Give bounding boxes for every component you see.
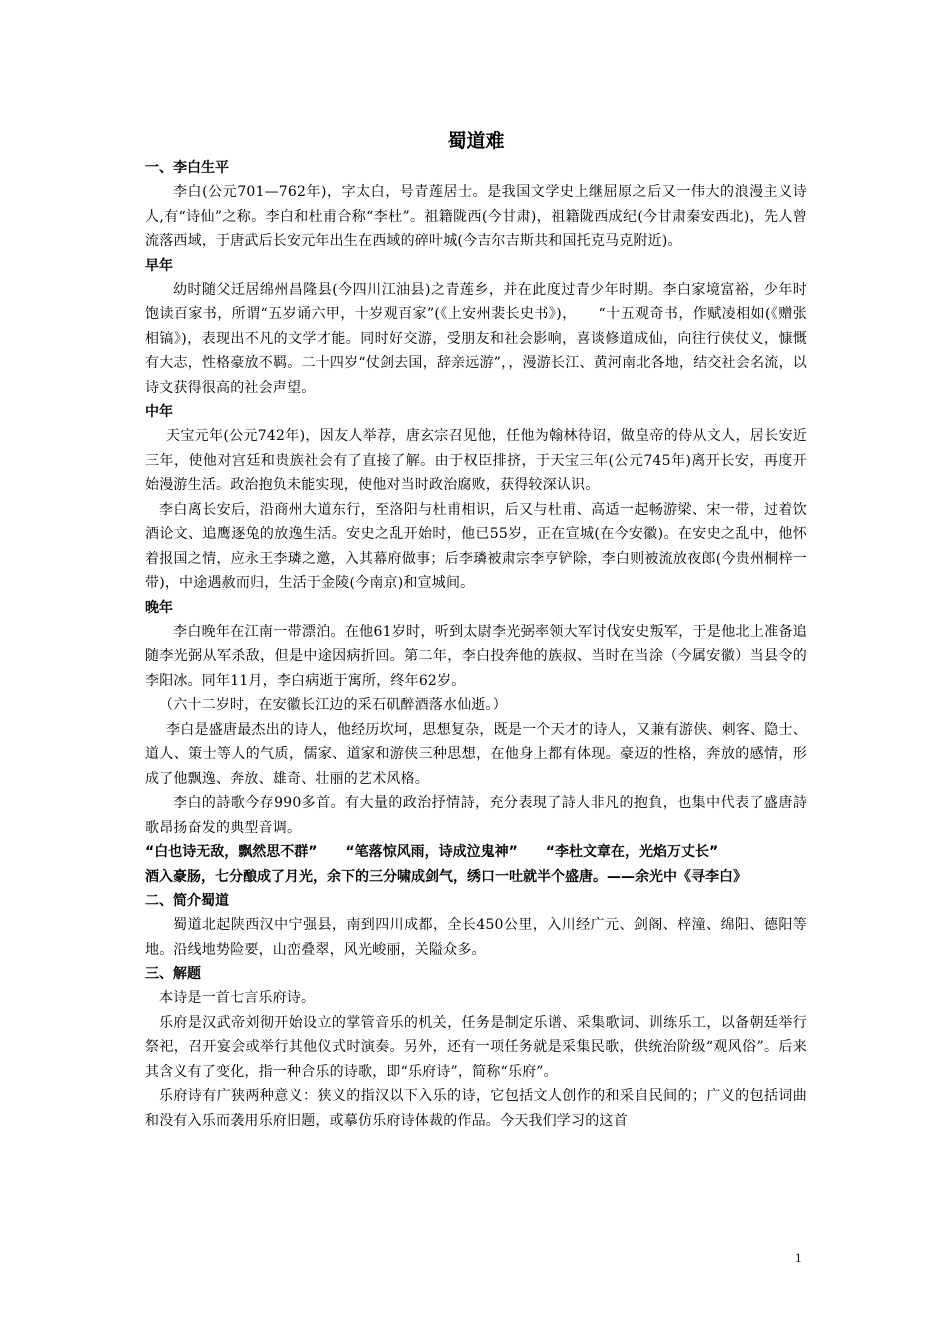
paragraph: 本诗是一首七言乐府诗。: [159, 990, 316, 1006]
subheading-late-years: 晚年: [145, 599, 173, 616]
section-heading-biography: 一、李白生平: [145, 160, 229, 176]
paragraph: 李白是盛唐最杰出的诗人，他经历坎坷，思想复杂，既是一个天才的诗人，又兼有游侠、刺客、隐士、道人、策士等人的气质，儒家、道家和游侠三种思想，在他身上都有体现。豪迈的性格，奔放的感情，形成了他飘逸、奔放、雄奇、壮丽的艺术风格。: [145, 721, 807, 787]
section-heading-shu-road: 二、简介蜀道: [145, 893, 229, 909]
bold-quote: 酒入豪肠，七分酿成了月光，余下的三分啸成剑气，绣口一吐就半个盛唐。——余光中《寻李白》: [145, 868, 747, 885]
paragraph: 李白的詩歌今存990多首。有大量的政治抒情詩，充分表現了詩人非凡的抱負，也集中代表了盛唐詩歌昂扬奋发的典型音调。: [145, 795, 807, 836]
paragraph: 李白离长安后，沿商州大道东行，至洛阳与杜甫相识，后又与杜甫、高适一起畅游梁、宋一带，过着饮酒论文、追鹰逐兔的放逸生活。安史之乱开始时，他已55岁，正在宣城(在今安徽)。在安史之乱中，他怀着报国之情，应永王李璘之邀，入其幕府做事；后李璘被肃宗李亨铲除，李白则被流放夜郎(今贵州桐梓一带)，中途遇赦而归，生活于金陵(今南京)和宣城间。: [145, 501, 807, 591]
document-title: 蜀道难: [447, 130, 505, 152]
page-number: 1: [795, 1250, 802, 1265]
bold-quote: “白也诗无敌，飘然思不群” “笔落惊风雨，诗成泣鬼神” “李杜文章在，光焰万丈长”: [145, 844, 719, 860]
paragraph: 乐府是汉武帝刘彻开始设立的掌管音乐的机关，任务是制定乐谱、采集歌词、训练乐工，以备朝廷举行祭祀，召开宴会或举行其他仪式时演奏。另外，还有一项任务就是采集民歌，供统治阶级“观风俗”。后来其含义有了变化，指一种合乐的诗歌，即“乐府诗”，简称“乐府”。: [145, 1014, 807, 1080]
paragraph: 乐府诗有广狭两种意义：狭义的指汉以下入乐的诗，它包括文人创作的和采自民间的；广义的包括词曲和没有入乐而袭用乐府旧题，或摹仿乐府诗体裁的作品。今天我们学习的这首: [145, 1088, 807, 1129]
paragraph: 李白(公元701—762年)，字太白，号青莲居士。是我国文学史上继屈原之后又一伟大的浪漫主义诗人,有“诗仙”之称。李白和杜甫合称“李杜”。祖籍陇西(今甘肃)，祖籍陇西成纪(今甘肃秦安西北)，先人曾流落西域，于唐武后长安元年出生在西域的碎叶城(今吉尔吉斯共和国托克马克附近)。: [145, 184, 807, 249]
section-heading-title-explanation: 三、解题: [145, 966, 201, 982]
paragraph: 天宝元年(公元742年)，因友人举荐，唐玄宗召见他，任他为翰林待诏，做皇帝的侍从文人，居长安近三年，使他对宫廷和贵族社会有了直接了解。由于权臣排挤，于天宝三年(公元745年)离开长安，再度开始漫游生活。政治抱负未能实现，使他对当时政治腐败，获得较深认识。: [145, 428, 807, 493]
paragraph: （六十二岁时，在安徽长江边的采石矶醉酒落水仙逝。）: [159, 697, 507, 713]
paragraph: 蜀道北起陕西汉中宁强县，南到四川成都，全长450公里，入川经广元、剑阁、梓潼、绵阳、德阳等地。沿线地势险要，山峦叠翠，风光峻丽，关隘众多。: [145, 917, 807, 958]
subheading-early-years: 早年: [145, 257, 173, 274]
subheading-middle-years: 中年: [145, 404, 173, 420]
paragraph: 幼时随父迁居绵州昌隆县(今四川江油县)之青莲乡，并在此度过青少年时期。李白家境富裕，少年时饱读百家书，所谓“五岁诵六甲，十岁观百家”(《上安州裴长史书》)， “十五观奇书，作赋凌相如(《赠张相镐》)，表现出不凡的文学才能。同时好交游，受朋友和社会影响，喜谈修道成仙，向往行侠仗义，慷慨有大志，性格豪放不羁。二十四岁“仗剑去国，辞亲远游”，，漫游长江、黄河南北各地，结交社会名流，以诗文获得很高的社会声望。: [145, 281, 807, 396]
paragraph: 李白晚年在江南一带漂泊。在他61岁时，听到太尉李光弼率领大军讨伐安史叛军，于是他北上准备追随李光弼从军杀敌，但是中途因病折回。第二年，李白投奔他的族叔、当时在当涂（今属安徽）当县令的李阳冰。同年11月，李白病逝于寓所，终年62岁。: [145, 623, 807, 689]
document-body: [145, 128, 807, 1133]
